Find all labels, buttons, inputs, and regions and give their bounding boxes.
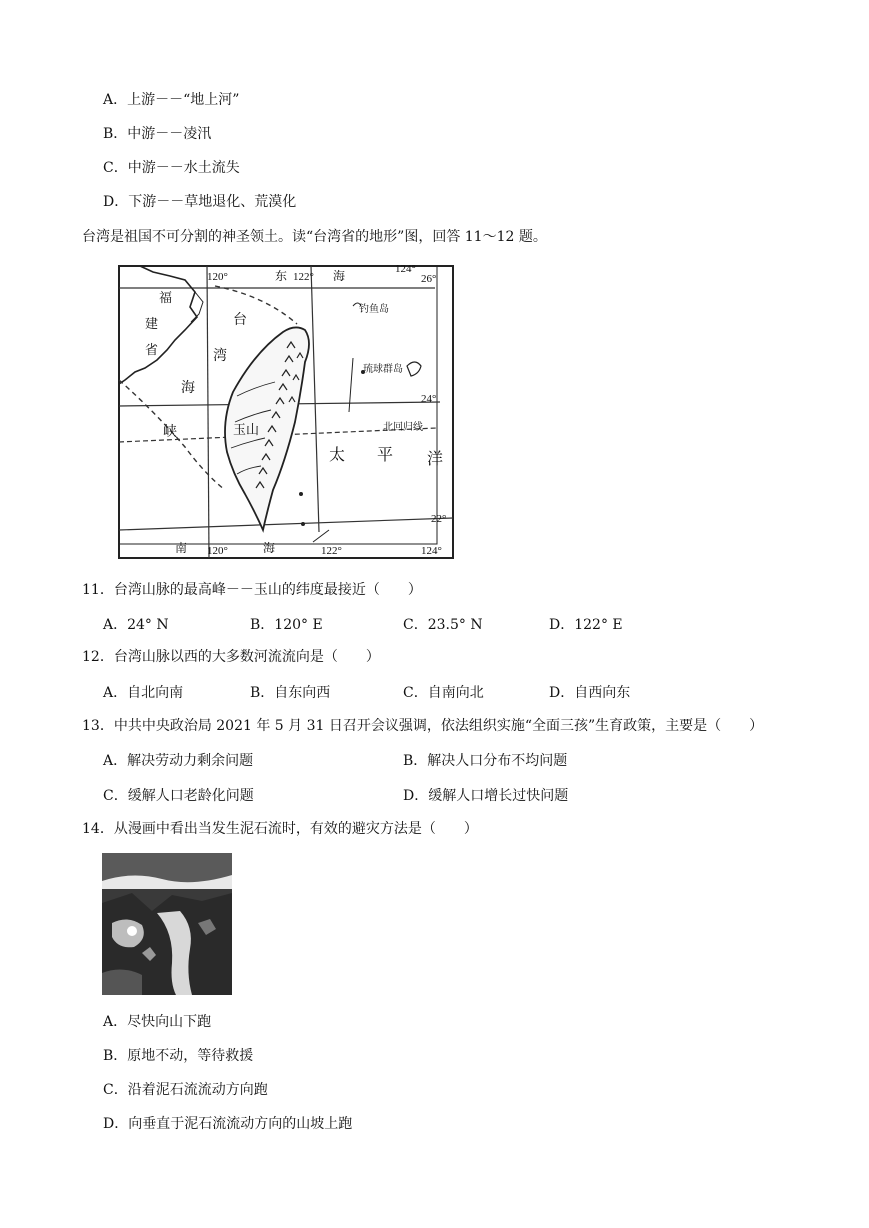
q13-option-b: B．解决人口分布不均问题 xyxy=(403,753,568,769)
label-lat26: 26° xyxy=(421,273,437,285)
label-yushan: 玉山 xyxy=(233,422,260,437)
label-lon122-bottom: 122° xyxy=(321,545,342,557)
q11-options xyxy=(0,614,869,634)
label-ryukyu: 琉球群岛 xyxy=(363,364,403,375)
q13-option-d: D．缓解人口增长过快问题 xyxy=(403,788,569,804)
label-tai: 台 xyxy=(233,313,247,328)
q10-option-c: C．中游－－水土流失 xyxy=(103,160,240,176)
q10-option-d: D．下游－－草地退化、荒漠化 xyxy=(103,194,297,210)
label-lon124-bottom: 124° xyxy=(421,545,442,557)
label-hai: 海 xyxy=(181,381,195,396)
q10-option-a: A．上游－－“地上河” xyxy=(103,92,240,108)
q12-options xyxy=(0,682,869,702)
label-sheng: 省 xyxy=(145,342,159,357)
q12-option-c: C．自南向北 xyxy=(403,685,484,701)
q12-stem: 12．台湾山脉以西的大多数河流流向是（ ） xyxy=(82,649,380,665)
label-nan: 南 xyxy=(175,541,188,555)
q12-option-d: D．自西向东 xyxy=(549,685,631,701)
label-sea-top: 海 xyxy=(333,269,346,283)
label-lon124-top: 124° xyxy=(395,263,416,275)
label-lon120-bottom: 120° xyxy=(207,545,228,557)
q10-option-b: B．中游－－凌汛 xyxy=(103,126,212,142)
q14-option-b: B．原地不动，等待救援 xyxy=(103,1048,254,1064)
taiwan-terrain-map xyxy=(115,262,457,562)
q13-option-a: A．解决劳动力剩余问题 xyxy=(103,753,254,769)
q11-option-a: A．24° N xyxy=(103,617,169,633)
q14-stem: 14．从漫画中看出当发生泥石流时，有效的避灾方法是（ ） xyxy=(82,821,478,837)
label-wan: 湾 xyxy=(213,349,227,364)
label-lon120-top: 120° xyxy=(207,271,228,283)
q11-stem: 11．台湾山脉的最高峰－－玉山的纬度最接近（ ） xyxy=(82,582,422,598)
label-diaoyu: 钓鱼岛 xyxy=(359,304,389,315)
q14-option-c: C．沿着泥石流流动方向跑 xyxy=(103,1082,268,1098)
label-tropic: 北回归线 xyxy=(383,422,423,433)
q11-option-b: B．120° E xyxy=(250,617,323,633)
q11-option-c: C．23.5° N xyxy=(403,617,483,633)
label-taiping-3: 洋 xyxy=(427,451,444,468)
q14-option-a: A．尽快向山下跑 xyxy=(103,1014,212,1030)
label-east-sea: 东 xyxy=(275,269,288,283)
label-jian: 建 xyxy=(145,316,159,331)
label-fu: 福 xyxy=(159,290,173,305)
label-lat24: 24° xyxy=(421,393,437,405)
q13-stem: 13．中共中央政治局 2021 年 5 月 31 日召开会议强调，依法组织实施“全面三孩”生育政策，主要是（ ） xyxy=(82,718,764,734)
intro-text: 台湾是祖国不可分割的神圣领土。读“台湾省的地形”图，回答 11～12 题。 xyxy=(82,229,547,245)
q11-option-d: D．122° E xyxy=(549,617,623,633)
q12-option-a: A．自北向南 xyxy=(103,685,184,701)
label-taiping-1: 太 xyxy=(329,447,346,464)
label-xia: 峡 xyxy=(163,425,177,440)
q14-option-d: D．向垂直于泥石流流动方向的山坡上跑 xyxy=(103,1116,353,1132)
label-south-sea: 海 xyxy=(263,541,276,555)
q13-options-row2 xyxy=(0,785,869,805)
label-lat22: 22° xyxy=(431,513,447,525)
q12-option-b: B．自东向西 xyxy=(250,685,331,701)
label-lon122-top: 122° xyxy=(293,271,314,283)
q13-options-row1 xyxy=(0,750,869,770)
label-taiping-2: 平 xyxy=(377,447,394,464)
mudslide-cartoon xyxy=(102,853,232,995)
q13-option-c: C．缓解人口老龄化问题 xyxy=(103,788,254,804)
